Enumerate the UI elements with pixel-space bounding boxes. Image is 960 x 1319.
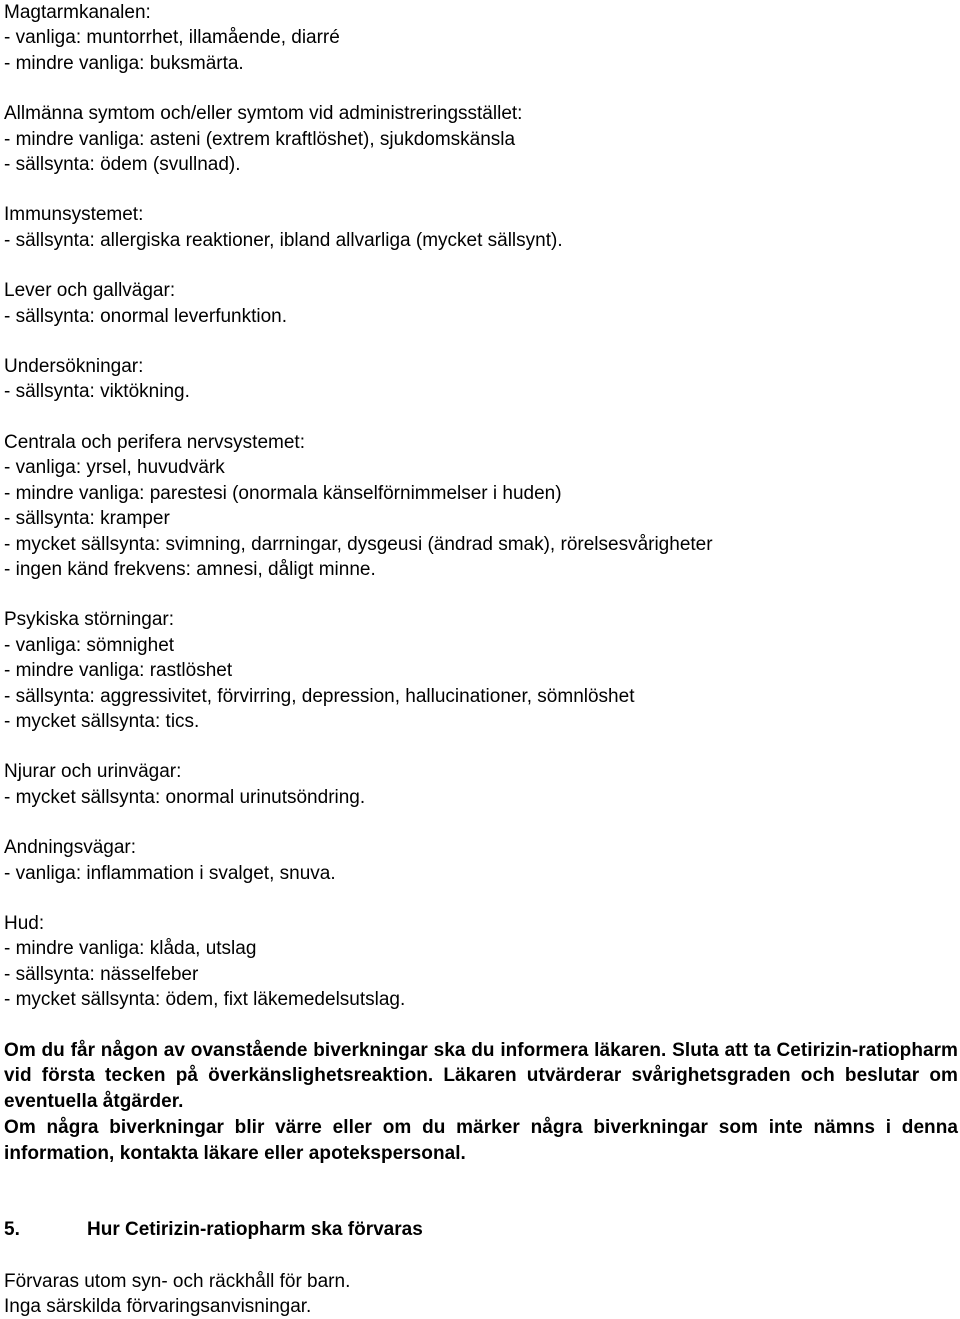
list-item: - mindre vanliga: buksmärta. <box>4 52 244 74</box>
section-heading: Hud: <box>4 912 45 934</box>
list-item: - sällsynta: allergiska reaktioner, ibland allvarliga (mycket sällsynt). <box>4 229 563 251</box>
warning-paragraph: Om du får någon av ovanstående biverkningar ska du informera läkaren. Sluta att ta Cetirizin-ratiopharm vid första tecken på överkänslighetsreaktion. Läkaren utvärderar svårighetsgraden och beslutar om eventuella åtgärder. <box>4 1039 958 1113</box>
section-number: 5. <box>4 1218 20 1240</box>
list-item: - mycket sällsynta: ödem, fixt läkemedelsutslag. <box>4 989 406 1011</box>
section-5-heading <box>4 1217 958 1242</box>
list-item: - mindre vanliga: rastlöshet <box>4 660 233 682</box>
list-item: - mycket sällsynta: tics. <box>4 710 200 732</box>
section-heading: Centrala och perifera nervsystemet: <box>4 431 305 453</box>
section-nervous-system <box>4 430 958 582</box>
section-heading: Magtarmkanalen: <box>4 2 151 23</box>
section-heading: Allmänna symtom och/eller symtom vid administreringsstället: <box>4 103 523 125</box>
section-heading: Andningsvägar: <box>4 837 137 859</box>
list-item: - ingen känd frekvens: amnesi, dåligt minne. <box>4 558 376 580</box>
section-heading: Njurar och urinvägar: <box>4 761 182 783</box>
list-item: - vanliga: sömnighet <box>4 634 175 656</box>
section-heading: Lever och gallvägar: <box>4 280 176 302</box>
list-item: - mindre vanliga: klåda, utslag <box>4 938 257 960</box>
section-respiratory <box>4 835 958 886</box>
section-title: Hur Cetirizin-ratiopharm ska förvaras <box>87 1218 423 1240</box>
list-item: - vanliga: muntorrhet, illamående, diarré <box>4 27 340 49</box>
section-immune-system <box>4 202 958 253</box>
storage-line: Inga särskilda förvaringsanvisningar. <box>4 1295 312 1317</box>
list-item: - sällsynta: kramper <box>4 508 170 530</box>
section-renal <box>4 759 958 810</box>
list-item: - sällsynta: aggressivitet, förvirring, depression, hallucinationer, sömnlöshet <box>4 685 635 707</box>
section-liver <box>4 278 958 329</box>
section-gastrointestinal <box>4 0 958 76</box>
warning-paragraph: Om några biverkningar blir värre eller om du märker några biverkningar som inte nämns i denna information, kontakta läkare eller apotekspersonal. <box>4 1116 958 1164</box>
side-effects-warning <box>4 1038 958 1167</box>
section-psychiatric <box>4 607 958 734</box>
list-item: - mycket sällsynta: svimning, darrningar, dysgeusi (ändrad smak), rörelsesvårigheter <box>4 533 713 555</box>
section-skin <box>4 911 958 1013</box>
list-item: - mindre vanliga: parestesi (onormala känselförnimmelser i huden) <box>4 482 562 504</box>
list-item: - vanliga: yrsel, huvudvärk <box>4 457 225 479</box>
list-item: - sällsynta: ödem (svullnad). <box>4 154 241 176</box>
document-page <box>4 0 958 1319</box>
section-investigations <box>4 354 958 405</box>
list-item: - sällsynta: nässelfeber <box>4 963 199 985</box>
list-item: - mindre vanliga: asteni (extrem kraftlöshet), sjukdomskänsla <box>4 128 516 150</box>
section-heading: Psykiska störningar: <box>4 609 175 631</box>
list-item: - mycket sällsynta: onormal urinutsöndring. <box>4 786 366 808</box>
storage-line: Förvaras utom syn- och räckhåll för barn. <box>4 1270 351 1292</box>
list-item: - vanliga: inflammation i svalget, snuva. <box>4 862 336 884</box>
list-item: - sällsynta: viktökning. <box>4 381 190 403</box>
section-5-body <box>4 1269 958 1319</box>
section-general-symptoms <box>4 101 958 177</box>
section-heading: Undersökningar: <box>4 356 144 378</box>
section-heading: Immunsystemet: <box>4 204 144 226</box>
list-item: - sällsynta: onormal leverfunktion. <box>4 305 288 327</box>
